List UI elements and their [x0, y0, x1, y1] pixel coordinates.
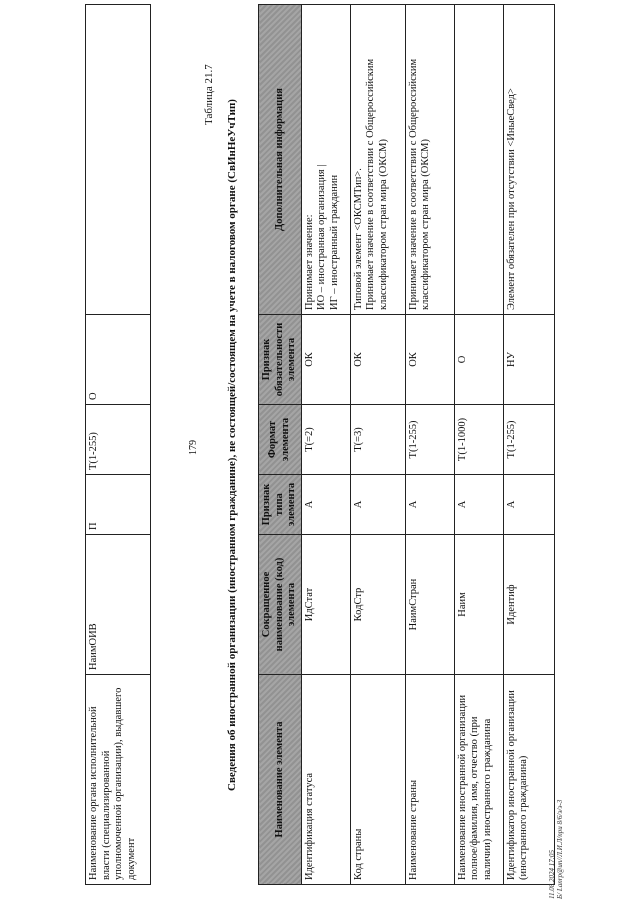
- element-code-cell: НаимСтран: [405, 535, 454, 675]
- element-format-cell: T(1-255): [503, 405, 554, 475]
- element-info-cell: Принимает значение: ИО – иностранная организация | ИГ – иностранный гражданин: [301, 5, 350, 315]
- element-format-cell: T(1-255): [405, 405, 454, 475]
- element-req-cell: О: [454, 315, 503, 405]
- page-number: 179: [188, 440, 199, 455]
- element-name-cell: Наименование органа исполнительной власти (специализированной уполномоченной организации), выдавшего документ: [86, 675, 151, 885]
- element-format-cell: T(=3): [350, 405, 405, 475]
- element-type-cell: П: [86, 475, 151, 535]
- element-type-cell: А: [350, 475, 405, 535]
- element-info-cell: Принимает значение в соответствии с Общероссийским классификатором стран мира (ОКСМ): [405, 5, 454, 315]
- element-type-cell: А: [503, 475, 554, 535]
- element-req-cell: ОК: [350, 315, 405, 405]
- element-format-cell: T(=2): [301, 405, 350, 475]
- element-type-cell: А: [405, 475, 454, 535]
- header-code: Сокращенное наименование (код) элемента: [259, 535, 302, 675]
- element-code-cell: ИдСтат: [301, 535, 350, 675]
- table-row: [405, 5, 454, 885]
- header-req: Признак обязательности элемента: [259, 315, 302, 405]
- element-type-cell: А: [454, 475, 503, 535]
- element-info-cell: [86, 5, 151, 315]
- element-info-cell: [454, 5, 503, 315]
- footer-stamp: [548, 800, 564, 899]
- element-info-cell: Типовой элемент <ОКСМТип>. Принимает значение в соответствии с Общероссийским классификатором стран мира (ОКСМ): [350, 5, 405, 315]
- element-format-cell: T(1-255): [86, 405, 151, 475]
- element-req-cell: ОК: [301, 315, 350, 405]
- element-format-cell: T(1-1000): [454, 405, 503, 475]
- foreign-org-table: [258, 4, 555, 885]
- header-format: Формат элемента: [259, 405, 302, 475]
- header-name: Наименование элемента: [259, 675, 302, 885]
- table-row: [350, 5, 405, 885]
- element-name-cell: Наименование иностранной организации полное/фамилия, имя, отчество (при наличии) иностранного гражданина: [454, 675, 503, 885]
- table-title: Сведения об иностранной организации (иностранном гражданине), не состоящей/состоящем на учете в налоговом органе (СвИнНеУчТип): [226, 99, 238, 791]
- table-row: [503, 5, 554, 885]
- element-code-cell: НаимОИВ: [86, 535, 151, 675]
- element-info-cell: Элемент обязателен при отсутствии <ИныеСвед>: [503, 5, 554, 315]
- header-row: [259, 5, 302, 885]
- header-type: Признак типа элемента: [259, 475, 302, 535]
- element-code-cell: Идентиф: [503, 535, 554, 675]
- element-req-cell: О: [86, 315, 151, 405]
- table-caption: Таблица 21.7: [203, 64, 215, 125]
- element-name-cell: Наименование страны: [405, 675, 454, 885]
- element-code-cell: КодСтр: [350, 535, 405, 675]
- table-row: [301, 5, 350, 885]
- table-row: [86, 5, 151, 885]
- footer-line: 11.08.2024 17:05: [548, 849, 556, 899]
- element-type-cell: А: [301, 475, 350, 535]
- element-code-cell: Наим: [454, 535, 503, 675]
- element-req-cell: НУ: [503, 315, 554, 405]
- header-info: Дополнительная информация: [259, 5, 302, 315]
- element-name-cell: Код страны: [350, 675, 405, 885]
- element-name-cell: Идентификация статуса: [301, 675, 350, 885]
- table-row: [454, 5, 503, 885]
- footer-line: Б/ Lanrp@un//Л.И.Л/при 8/6/э/э-3: [556, 799, 564, 899]
- continuation-table: [85, 4, 151, 885]
- element-name-cell: Идентификатор иностранной организации (иностранного гражданина): [503, 675, 554, 885]
- element-req-cell: ОК: [405, 315, 454, 405]
